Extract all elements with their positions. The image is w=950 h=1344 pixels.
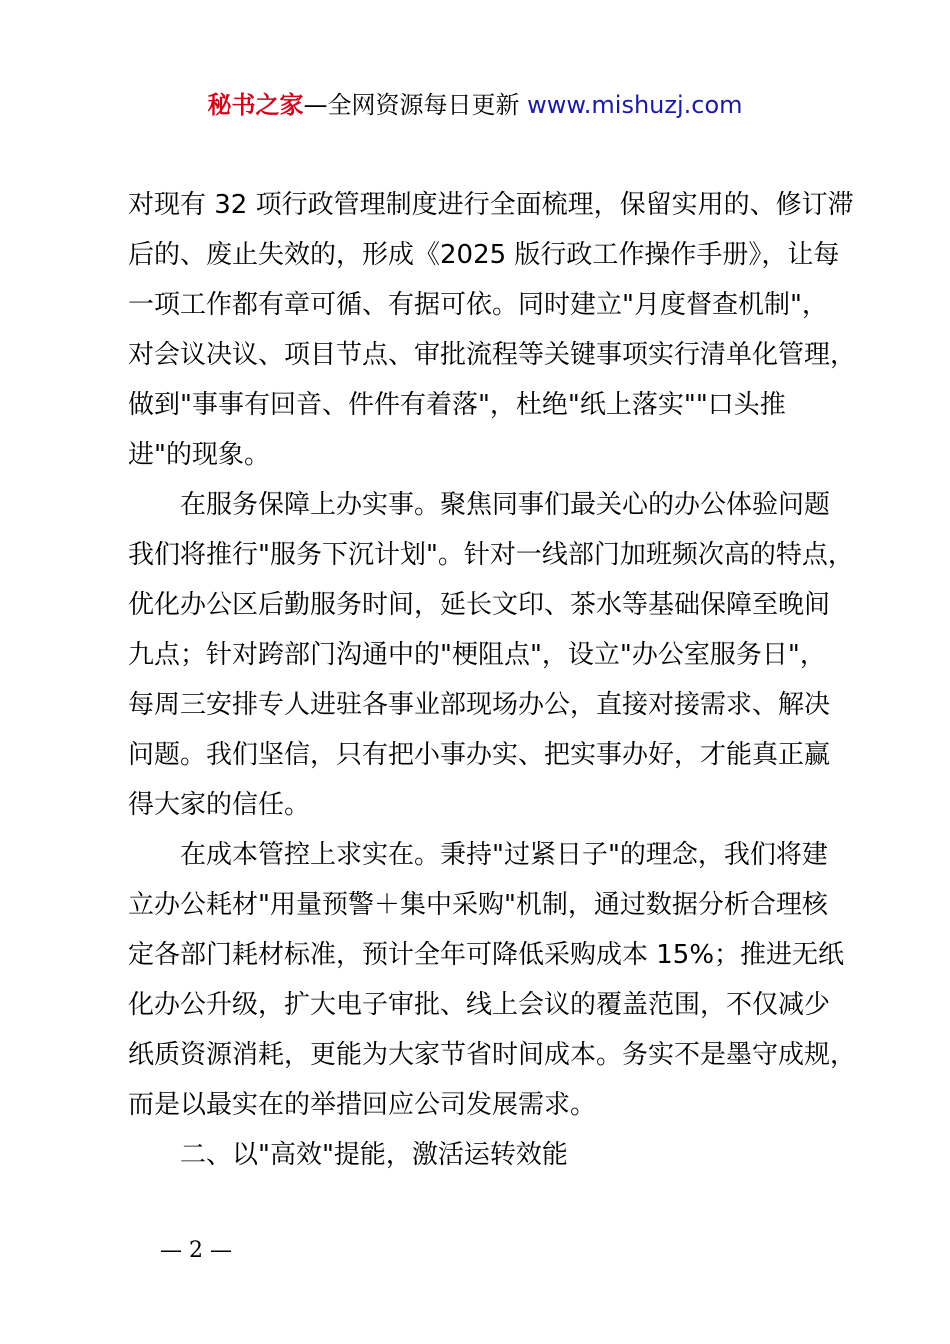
body-line: 后的、废止失效的，形成《2025 版行政工作操作手册》，让每 xyxy=(128,240,840,270)
body-line: 九点；针对跨部门沟通中的"梗阻点"，设立"办公室服务日"， xyxy=(128,640,826,670)
body-line: 对会议决议、项目节点、审批流程等关键事项实行清单化管理， xyxy=(128,340,857,370)
document-body xyxy=(128,180,858,1180)
body-line: 对现有 32 项行政管理制度进行全面梳理，保留实用的、修订滞 xyxy=(128,190,854,220)
body-line: 而是以最实在的举措回应公司发展需求。 xyxy=(128,1090,597,1120)
body-line: 进"的现象。 xyxy=(128,440,270,470)
body-line: 立办公耗材"用量预警＋集中采购"机制，通过数据分析合理核 xyxy=(128,890,828,920)
body-line: 问题。我们坚信，只有把小事办实、把实事办好，才能真正赢 xyxy=(128,740,831,770)
page-number: — 2 — xyxy=(160,1238,232,1263)
brand-name: 秘书之家 xyxy=(207,91,304,119)
paragraph-start-line: 在成本管控上求实在。秉持"过紧日子"的理念，我们将建 xyxy=(180,840,828,870)
body-line: 定各部门耗材标准，预计全年可降低采购成本 15%；推进无纸 xyxy=(128,940,845,970)
body-line: 一项工作都有章可循、有据可依。同时建立"月度督查机制"， xyxy=(128,290,828,320)
header-tagline: 全网资源每日更新 xyxy=(327,91,520,119)
site-header xyxy=(0,88,950,122)
body-line: 纸质资源消耗，更能为大家节省时间成本。务实不是墨守成规， xyxy=(128,1040,857,1070)
body-line: 化办公升级，扩大电子审批、线上会议的覆盖范围，不仅减少 xyxy=(128,990,831,1020)
body-line: 每周三安排专人进驻各事业部现场办公，直接对接需求、解决 xyxy=(128,690,831,720)
section-heading: 二、以"高效"提能，激活运转效能 xyxy=(180,1140,568,1170)
body-line: 优化办公区后勤服务时间，延长文印、茶水等基础保障至晚间 xyxy=(128,590,831,620)
body-line: 我们将推行"服务下沉计划"。针对一线部门加班频次高的特点， xyxy=(128,540,854,570)
body-line: 得大家的信任。 xyxy=(128,790,311,820)
paragraph-start-line: 在服务保障上办实事。聚焦同事们最关心的办公体验问题 xyxy=(180,490,831,520)
header-dash: — xyxy=(303,91,328,119)
header-url[interactable]: www.mishuzj.com xyxy=(527,91,743,119)
body-line: 做到"事事有回音、件件有着落"，杜绝"纸上落实""口头推 xyxy=(128,390,786,420)
